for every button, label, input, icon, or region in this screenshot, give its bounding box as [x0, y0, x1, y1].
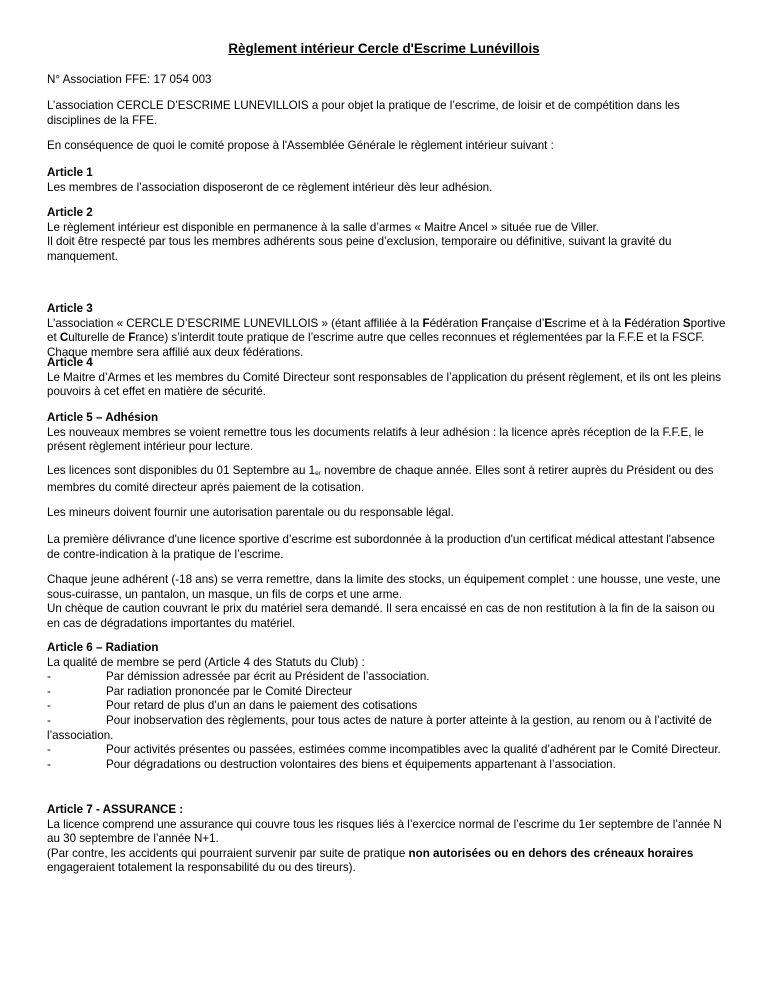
dash-bullet: - — [47, 684, 51, 698]
federation-initial: E — [544, 316, 553, 330]
article-3-text — [47, 317, 727, 346]
article-5-paragraph-6: Un chèque de caution couvrant le prix du matériel sera demandé. Il sera encaissé en cas de non restitution à la fin de la saison ou en cas de dégradations importantes du matériel. — [47, 602, 715, 630]
article-5-paragraph-2 — [47, 464, 727, 495]
article-5-equipment — [47, 573, 727, 631]
page-title: Règlement intérieur Cercle d'Escrime Lunévillois — [228, 41, 540, 56]
article-3-line-2: Chaque membre sera affilié aux deux fédérations. — [47, 345, 304, 359]
article-1-text: Les membres de l’association disposeront de ce règlement intérieur dès leur adhésion. — [47, 180, 493, 194]
article-5 — [47, 411, 727, 455]
federation-initial: F — [422, 316, 430, 330]
article-7-paragraph-1: La licence comprend une assurance qui couvre tous les risques liés à l’exercice normal de l’escrime du 1er septembre de l’année N au 30 septembre de l’année N+1. — [47, 817, 722, 846]
article-5-paragraph-5: Chaque jeune adhérent (-18 ans) se verra remettre, dans la limite des stocks, un équipement complet : une housse, une veste, une sous-cuirasse, un pantalon, un masque, un fils de corps et une arme. — [47, 573, 721, 601]
list-item — [47, 714, 727, 743]
article-3-text-part: L’association « CERCLE D’ESCRIME LUNEVILLOIS » (étant affiliée à la — [47, 316, 423, 330]
list-item-text: Pour retard de plus d’un an dans le paiement des cotisations — [106, 699, 418, 713]
article-2-heading: Article 2 — [47, 206, 93, 219]
article-7 — [47, 803, 727, 876]
dash-bullet: - — [47, 743, 51, 757]
list-item-text: Pour activités présentes ou passées, estimées comme incompatibles avec la qualité d’adhérent par le Comité Directeur. — [106, 743, 721, 757]
association-number: N° Association FFE: 17 054 003 — [47, 73, 212, 86]
article-4 — [47, 356, 727, 400]
article-6-heading: Article 6 – Radiation — [47, 641, 159, 654]
federation-initial: F — [128, 331, 136, 345]
article-7-text-part: engageraient totalement la responsabilité du ou des tireurs). — [47, 861, 356, 875]
article-4-text: Le Maitre d’Armes et les membres du Comité Directeur sont responsables de l’application du présent règlement, et ils ont les pleins pouvoirs à cet effet en matière de sécurité. — [47, 370, 722, 399]
article-3-text-part: rançaise d’ — [488, 316, 545, 330]
article-7-emphasis: non autorisées ou en dehors des créneaux horaires — [408, 846, 694, 860]
article-2-line-1: Le règlement intérieur est disponible en permanence à la salle d’armes « Maitre Ancel » située rue de Viller. — [47, 220, 600, 234]
article-7-heading: Article 7 - ASSURANCE : — [47, 803, 184, 816]
list-item-text: Par radiation prononcée par le Comité Directeur — [106, 684, 353, 698]
article-3 — [47, 302, 727, 360]
article-3-text-part: scrime et à la — [552, 316, 625, 330]
article-2 — [47, 206, 727, 264]
list-item-text: Par démission adressée par écrit au Président de l’association. — [106, 670, 430, 684]
list-item-text: Pour dégradations ou destruction volontaires des biens et équipements appartenant à l’association. — [106, 757, 616, 771]
article-1 — [47, 166, 727, 195]
article-4-heading: Article 4 — [47, 356, 93, 369]
list-item — [47, 699, 727, 714]
list-item — [47, 743, 727, 758]
article-5-paragraph-1: Les nouveaux membres se voient remettre tous les documents relatifs à leur adhésion : la licence après réception de la F.F.E, le présent règlement intérieur pour lecture. — [47, 425, 704, 454]
article-7-text-part: (Par contre, les accidents qui pourraient survenir par suite de pratique — [47, 846, 409, 860]
dash-bullet: - — [47, 699, 51, 713]
article-3-text-part: édération — [631, 316, 683, 330]
federation-initial: C — [59, 331, 69, 345]
article-5-paragraph-4: La première délivrance d'une licence sportive d’escrime est subordonnée à la production d'un certificat médical attestant l'absence de contre-indication à la pratique de l’escrime. — [47, 533, 715, 561]
federation-initial: F — [481, 316, 489, 330]
article-3-text-part: portive et — [47, 316, 726, 345]
article-3-text-part: ulturelle de — [68, 331, 129, 345]
list-item — [47, 670, 727, 685]
federation-initial: F — [624, 316, 632, 330]
article-3-heading: Article 3 — [47, 302, 93, 315]
list-item — [47, 685, 727, 700]
article-6-intro: La qualité de membre se perd (Article 4 des Statuts du Club) : — [47, 655, 365, 669]
dash-bullet: - — [47, 713, 51, 727]
radiation-list — [47, 670, 727, 772]
article-5-paragraph-3: Les mineurs doivent fournir une autorisation parentale ou du responsable légal. — [47, 506, 454, 519]
federation-initial: S — [682, 316, 691, 330]
article-5-heading: Article 5 – Adhésion — [47, 411, 159, 424]
article-6 — [47, 641, 727, 772]
list-item — [47, 758, 727, 773]
article-7-paragraph-2 — [47, 847, 727, 876]
article-2-line-2: Il doit être respecté par tous les membres adhérents sous peine d’exclusion, temporaire ou définitive, suivant la gravité du manquement. — [47, 235, 672, 263]
dash-bullet: - — [47, 670, 51, 684]
dash-bullet: - — [47, 757, 51, 771]
article-1-heading: Article 1 — [47, 166, 93, 179]
ordinal-suffix: er — [315, 470, 321, 477]
intro-paragraph: L’association CERCLE D’ESCRIME LUNEVILLOIS a pour objet la pratique de l’escrime, de loisir et de compétition dans les disciplines de la FFE. — [47, 99, 680, 127]
article-3-text-part: édération — [429, 316, 482, 330]
list-item-text: Pour inobservation des règlements, pour tous actes de nature à porter atteinte à la gestion, au renom ou à l’activité de l’association. — [47, 713, 712, 742]
article-3-text-part: rance) s’interdit toute pratique de l’escrime autre que celles reconnues et réglementées par la F.F.E et la FSCF. — [135, 331, 705, 345]
article-5-text-part: Les licences sont disponibles du 01 Septembre au 1 — [47, 464, 316, 477]
article-5-text-part: novembre de chaque année. Elles sont à retirer auprès du Président ou des membres du comité directeur après paiement de la cotisation. — [47, 464, 714, 494]
consequence-paragraph: En conséquence de quoi le comité propose à l'Assemblée Générale le règlement intérieur suivant : — [47, 139, 554, 152]
